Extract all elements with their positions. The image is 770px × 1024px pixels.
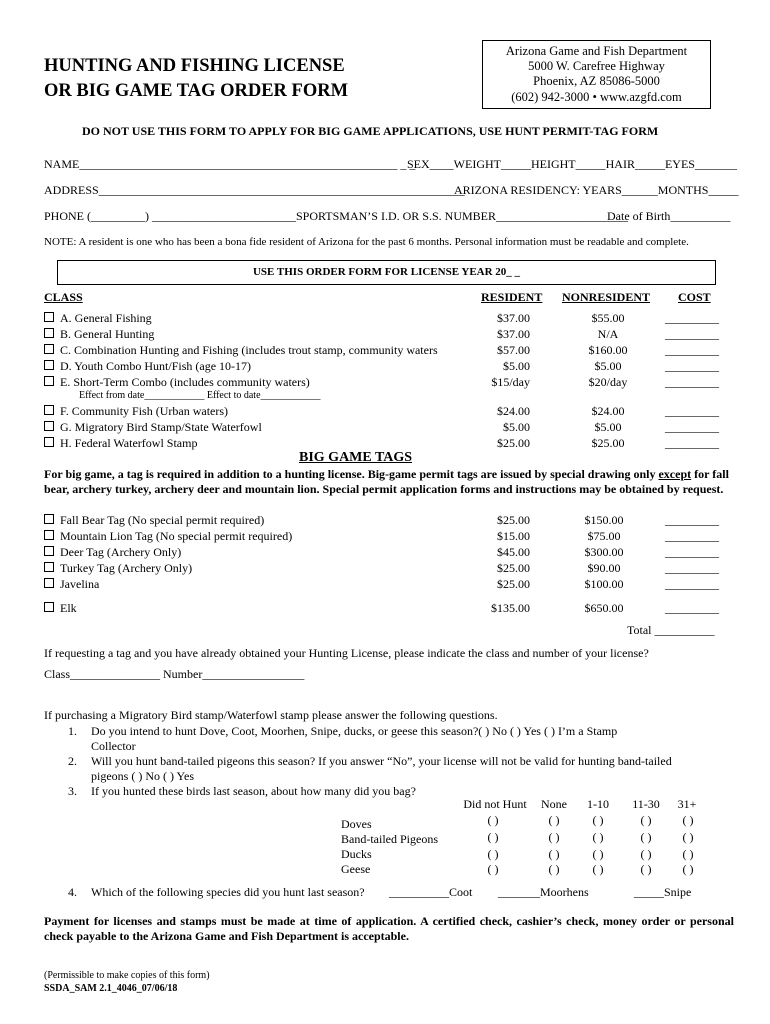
license-row[interactable]: A. General Fishing <box>44 311 152 326</box>
question-number: 2. <box>68 754 77 768</box>
tag-row[interactable]: Mountain Lion Tag (No special permit required) <box>44 529 292 544</box>
column-resident: RESIDENT <box>481 290 543 304</box>
bag-option[interactable]: ( ) <box>640 862 652 876</box>
resident-price: $25.00 <box>497 513 530 527</box>
resident-price: $15/day <box>491 375 530 389</box>
resident-price: $135.00 <box>491 601 530 615</box>
checkbox[interactable] <box>44 530 54 540</box>
form-title-line2: OR BIG GAME TAG ORDER FORM <box>44 81 349 101</box>
resident-price: $45.00 <box>497 545 530 559</box>
nonresident-price: $20/day <box>588 375 628 389</box>
bag-option[interactable]: ( ) <box>592 862 604 876</box>
license-row[interactable]: F. Community Fish (Urban waters) <box>44 404 228 419</box>
cost-field[interactable]: _________ <box>665 601 719 615</box>
physical-fields[interactable]: SEX____WEIGHT_____HEIGHT_____HAIR_____EYES_______ <box>407 157 737 171</box>
warning-text: DO NOT USE THIS FORM TO APPLY FOR BIG GAME APPLICATIONS, USE HUNT PERMIT-TAG FORM <box>82 124 659 138</box>
question-4: Which of the following species did you hunt last season? <box>91 885 365 899</box>
checkbox[interactable] <box>44 578 54 588</box>
payment-notice: Payment for licenses and stamps must be made at time of application. A certified check, cashier’s check, money order or personal check payable to the Arizona Game and Fish Department is acceptable. <box>44 914 734 943</box>
bag-option[interactable]: ( ) <box>548 847 560 861</box>
address-field[interactable]: ADDRESS_____________________________________________________________ <box>44 183 465 197</box>
cost-field[interactable]: _________ <box>665 513 719 527</box>
bag-header: Did not Hunt <box>463 797 527 811</box>
copies-note: (Permissible to make copies of this form) <box>44 970 210 981</box>
question-3: If you hunted these birds last season, about how many did you bag? <box>91 784 416 798</box>
question-number: 4. <box>68 885 77 899</box>
total-field[interactable]: Total __________ <box>627 623 715 637</box>
resident-price: $5.00 <box>503 359 530 373</box>
bag-header: 1-10 <box>587 797 609 811</box>
bag-option[interactable]: ( ) <box>487 862 499 876</box>
cost-field[interactable]: _________ <box>665 359 719 373</box>
bag-option[interactable]: ( ) <box>487 830 499 844</box>
bird-label: Ducks <box>341 847 372 861</box>
column-nonresident: NONRESIDENT <box>562 290 651 304</box>
agency-name: Arizona Game and Fish Department <box>505 44 688 58</box>
question-1-continued: Collector <box>91 739 136 753</box>
big-game-heading: BIG GAME TAGS <box>299 450 413 465</box>
license-row[interactable]: E. Short-Term Combo (includes community waters) <box>44 375 310 390</box>
bag-option[interactable]: ( ) <box>487 813 499 827</box>
snipe-field[interactable]: _____Snipe <box>634 885 692 899</box>
bag-option[interactable]: ( ) <box>548 862 560 876</box>
cost-field[interactable]: _________ <box>665 375 719 389</box>
bag-header: 31+ <box>677 797 697 811</box>
license-row[interactable]: B. General Hunting <box>44 327 154 342</box>
checkbox[interactable] <box>44 328 54 338</box>
nonresident-price: $24.00 <box>591 404 625 418</box>
cost-field[interactable]: _________ <box>665 420 719 434</box>
question-1[interactable]: Do you intend to hunt Dove, Coot, Moorhen, Snipe, ducks, or geese this season?( ) No ( ) Yes ( ) I’m a Stamp <box>91 724 618 738</box>
bag-option[interactable]: ( ) <box>682 830 694 844</box>
nonresident-price: $75.00 <box>587 529 621 543</box>
bag-option[interactable]: ( ) <box>592 847 604 861</box>
checkbox[interactable] <box>44 344 54 354</box>
resident-price: $57.00 <box>497 343 530 357</box>
coot-field[interactable]: __________Coot <box>389 885 473 899</box>
question-number: 3. <box>68 784 77 798</box>
phone-id-field[interactable]: PHONE (_________) ________________________SPORTSMAN’S I.D. OR S.S. NUMBER______________________ <box>44 209 628 223</box>
resident-price: $24.00 <box>497 404 530 418</box>
cost-field[interactable]: _________ <box>665 404 719 418</box>
tag-row[interactable]: Fall Bear Tag (No special permit required) <box>44 513 264 528</box>
license-year-banner: USE THIS ORDER FORM FOR LICENSE YEAR 20_ _ <box>57 260 716 285</box>
cost-field[interactable]: _________ <box>665 577 719 591</box>
effect-dates-field[interactable]: Effect from date____________ Effect to date____________ <box>79 390 321 401</box>
bag-option[interactable]: ( ) <box>640 847 652 861</box>
bag-option[interactable]: ( ) <box>548 813 560 827</box>
nonresident-price: $100.00 <box>584 577 624 591</box>
bag-option[interactable]: ( ) <box>548 830 560 844</box>
bag-option[interactable]: ( ) <box>682 813 694 827</box>
question-2-answers[interactable]: pigeons ( ) No ( ) Yes <box>91 769 194 783</box>
nonresident-price: $5.00 <box>594 359 622 373</box>
question-2: Will you hunt band-tailed pigeons this season? If you answer “No”, your license will not be valid for hunting band-tailed <box>91 754 672 768</box>
bird-label: Geese <box>341 862 371 876</box>
checkbox[interactable] <box>44 546 54 556</box>
resident-price: $5.00 <box>503 420 530 434</box>
checkbox[interactable] <box>44 312 54 322</box>
nonresident-price: $25.00 <box>591 436 625 450</box>
nonresident-price: $160.00 <box>588 343 628 357</box>
checkbox[interactable] <box>44 437 54 447</box>
checkbox[interactable] <box>44 602 54 612</box>
cost-field[interactable]: _________ <box>665 529 719 543</box>
nonresident-price: $55.00 <box>591 311 625 325</box>
migratory-intro: If purchasing a Migratory Bird stamp/Waterfowl stamp please answer the following questions. <box>44 708 498 722</box>
bag-option[interactable]: ( ) <box>682 847 694 861</box>
resident-price: $15.00 <box>497 529 530 543</box>
nonresident-price: N/A <box>597 327 619 341</box>
column-class: CLASS <box>44 290 83 304</box>
license-row[interactable]: H. Federal Waterfowl Stamp <box>44 436 197 451</box>
dob-field[interactable]: Date of Birth__________ <box>607 209 731 223</box>
bag-header: 11-30 <box>632 797 660 811</box>
agency-street: 5000 W. Carefree Highway <box>528 59 665 74</box>
checkbox[interactable] <box>44 360 54 370</box>
bag-option[interactable]: ( ) <box>640 813 652 827</box>
residency-note: NOTE: A resident is one who has been a bona fide resident of Arizona for the past 6 months. Personal information must be readable and complete. <box>44 236 689 248</box>
tag-row[interactable]: Turkey Tag (Archery Only) <box>44 561 192 576</box>
agency-box <box>482 40 711 109</box>
bag-option[interactable]: ( ) <box>592 813 604 827</box>
cost-field[interactable]: _________ <box>665 561 719 575</box>
license-row[interactable]: G. Migratory Bird Stamp/State Waterfowl <box>44 420 262 435</box>
question-number: 1. <box>68 724 77 738</box>
cost-field[interactable]: _________ <box>665 343 719 357</box>
license-question: If requesting a tag and you have already obtained your Hunting License, please indicate the class and number of your license? <box>44 646 649 660</box>
cost-field[interactable]: _________ <box>665 311 719 325</box>
nonresident-price: $5.00 <box>594 420 622 434</box>
resident-price: $37.00 <box>497 311 530 325</box>
checkbox[interactable] <box>44 421 54 431</box>
cost-field[interactable]: _________ <box>665 545 719 559</box>
nonresident-price: $300.00 <box>584 545 624 559</box>
checkbox[interactable] <box>44 405 54 415</box>
bag-option[interactable]: ( ) <box>592 830 604 844</box>
column-cost: COST <box>678 290 711 304</box>
form-title-line1: HUNTING AND FISHING LICENSE <box>44 56 345 76</box>
cost-field[interactable]: _________ <box>665 327 719 341</box>
license-row[interactable]: D. Youth Combo Hunt/Fish (age 10-17) <box>44 359 251 374</box>
name-field[interactable]: NAME_____________________________________________________ _ _ <box>44 157 416 171</box>
checkbox[interactable] <box>44 376 54 386</box>
cost-field[interactable]: _________ <box>665 436 719 450</box>
nonresident-price: $90.00 <box>587 561 621 575</box>
residency-field[interactable]: ARIZONA RESIDENCY: YEARS______MONTHS_____ <box>454 183 739 197</box>
resident-price: $25.00 <box>497 436 530 450</box>
tag-row[interactable]: Javelina <box>44 577 99 592</box>
bag-option[interactable]: ( ) <box>682 862 694 876</box>
nonresident-price: $150.00 <box>584 513 624 527</box>
class-number-field[interactable]: Class_______________ Number_________________ <box>44 667 305 681</box>
big-game-intro: For big game, a tag is required in addition to a hunting license. Big-game permit tags are issued by special drawing only except for fall bear, archery turkey, archery deer and mountain lion. Special permit application forms and instructions may be obtained by request. <box>44 467 729 496</box>
bag-option[interactable]: ( ) <box>640 830 652 844</box>
moorhens-field[interactable]: _______Moorhens <box>498 885 589 899</box>
checkbox[interactable] <box>44 514 54 524</box>
form-code: SSDA_SAM 2.1_4046_07/06/18 <box>44 983 178 994</box>
nonresident-price: $650.00 <box>584 601 624 615</box>
resident-price: $25.00 <box>497 577 530 591</box>
bird-label: Band-tailed Pigeons <box>341 832 438 846</box>
tag-row[interactable]: Deer Tag (Archery Only) <box>44 545 181 560</box>
bag-header: None <box>541 797 567 811</box>
tag-row[interactable]: Elk <box>44 601 77 616</box>
checkbox[interactable] <box>44 562 54 572</box>
agency-phone-web: (602) 942-3000 • www.azgfd.com <box>511 89 682 104</box>
bag-option[interactable]: ( ) <box>487 847 499 861</box>
resident-price: $25.00 <box>497 561 530 575</box>
agency-city: Phoenix, AZ 85086-5000 <box>533 74 660 89</box>
license-row[interactable]: C. Combination Hunting and Fishing (includes trout stamp, community waters <box>44 343 438 358</box>
resident-price: $37.00 <box>497 327 530 341</box>
bird-label: Doves <box>341 817 372 831</box>
